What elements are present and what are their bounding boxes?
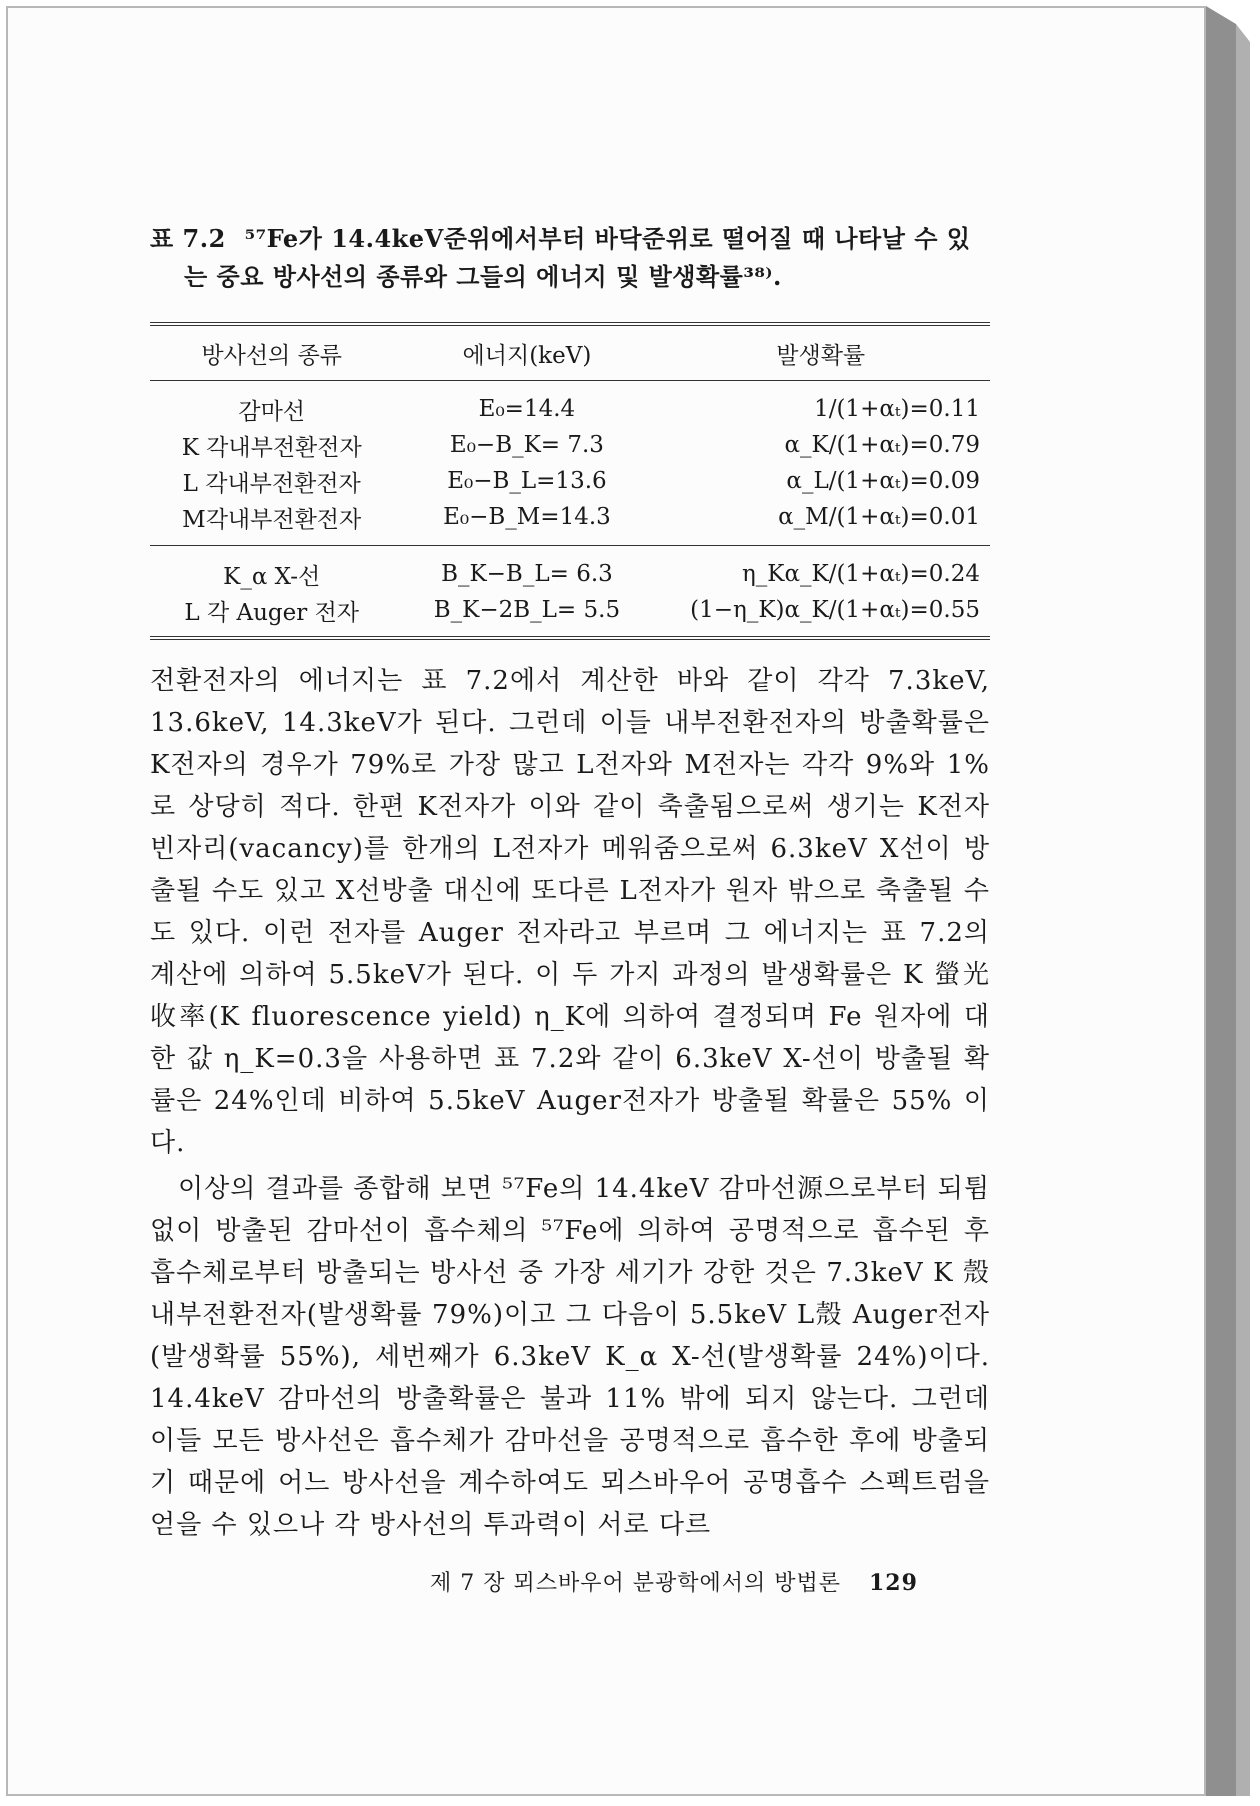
cell-energy: E₀−B_K= 7.3	[449, 432, 604, 458]
cell-type: K 각내부전환전자	[181, 434, 362, 461]
cell-energy: E₀=14.4	[478, 396, 576, 422]
header-probability: 발생확률	[660, 324, 990, 381]
table-row	[150, 463, 990, 499]
table-caption	[150, 220, 990, 296]
radiation-table	[150, 322, 990, 640]
page-footer	[430, 1566, 990, 1597]
table-row	[150, 499, 990, 546]
paragraph-1: 전환전자의 에너지는 표 7.2에서 계산한 바와 같이 각각 7.3keV, 13.6keV, 14.3keV가 된다. 그런데 이들 내부전환전자의 방출확률은 K전자의 경우가 79%로 가장 많고 L전자와 M전자는 각각 9%와 1%로 상당히 적다. 한편 K전자가 이와 같이 축출됨으로써 생기는 K전자 빈자리(vacancy)를 한개의 L전자가 메워줌으로써 6.3keV X선이 방출될 수도 있고 X선방출 대신에 또다른 L전자가 원자 밖으로 축출될 수도 있다. 이런 전자를 Auger 전자라고 부르며 그 에너지는 표 7.2의 계산에 의하여 5.5keV가 된다. 이 두 가지 과정의 발생확률은 K 螢光收率(K fluorescence yield) η_K에 의하여 결정되며 Fe 원자에 대한 값 η_K=0.3을 사용하면 표 7.2와 같이 6.3keV X-선이 방출될 확률은 24%인데 비하여 5.5keV Auger전자가 방출될 확률은 55% 이다.	[150, 666, 990, 1158]
cell-type: L 각내부전환전자	[182, 470, 361, 497]
header-energy: 에너지(keV)	[393, 324, 660, 381]
table-row	[150, 427, 990, 463]
cell-probability: α_K/(1+αₜ)=0.79	[784, 432, 980, 458]
cell-type: M각내부전환전자	[150, 499, 393, 546]
cell-probability: α_L/(1+αₜ)=0.09	[786, 468, 980, 494]
table-label: 표 7.2	[150, 224, 226, 253]
header-radiation-type: 방사선의 종류	[150, 324, 393, 381]
chapter-title: 제 7 장 뫼스바우어 분광학에서의 방법론	[430, 1571, 841, 1596]
page-number: 129	[869, 1570, 918, 1596]
table-row	[150, 592, 990, 638]
page-content	[150, 220, 990, 1546]
caption-line-2: 는 중요 방사선의 종류와 그들의 에너지 및 발생확률³⁸⁾.	[184, 262, 782, 291]
caption-line-1: ⁵⁷Fe가 14.4keV준위에서부터 바닥준위로 떨어질 때 나타날 수 있	[244, 224, 971, 253]
cell-type: K_α X-선	[223, 563, 321, 590]
paragraph-2: 이상의 결과를 종합해 보면 ⁵⁷Fe의 14.4keV 감마선源으로부터 되튐없이 방출된 감마선이 흡수체의 ⁵⁷Fe에 의하여 공명적으로 흡수된 후 흡수체로부터 방출되는 방사선 중 가장 세기가 강한 것은 7.3keV K 殼내부전환전자(발생확률 79%)이고 그 다음이 5.5keV L殼 Auger전자(발생확률 55%), 세번째가 6.3keV K_α X-선(발생확률 24%)이다. 14.4keV 감마선의 방출확률은 불과 11% 밖에 되지 않는다. 그런데 이들 모든 방사선은 흡수체가 감마선을 공명적으로 흡수한 후에 방출되기 때문에 어느 방사선을 계수하여도 뫼스바우어 공명흡수 스펙트럼을 얻을 수 있으나 각 방사선의 투과력이 서로 다르	[150, 1174, 990, 1540]
body-text	[150, 660, 990, 1546]
cell-type: L 각 Auger 전자	[184, 599, 360, 626]
cell-probability: (1−η_K)α_K/(1+αₜ)=0.55	[690, 597, 980, 623]
cell-type: 감마선	[238, 398, 306, 425]
table-row	[150, 381, 990, 428]
cell-probability: α_M/(1+αₜ)=0.01	[660, 499, 990, 546]
table-row	[150, 546, 990, 593]
cell-energy: E₀−B_M=14.3	[393, 499, 660, 546]
cell-energy: E₀−B_L=13.6	[447, 468, 607, 494]
cell-energy: B_K−2B_L= 5.5	[433, 597, 621, 623]
table-header-row	[150, 324, 990, 381]
cell-energy: B_K−B_L= 6.3	[441, 561, 613, 587]
cell-probability: 1/(1+αₜ)=0.11	[814, 396, 980, 422]
page-spine	[1206, 6, 1250, 1796]
cell-probability: η_Kα_K/(1+αₜ)=0.24	[742, 561, 980, 587]
